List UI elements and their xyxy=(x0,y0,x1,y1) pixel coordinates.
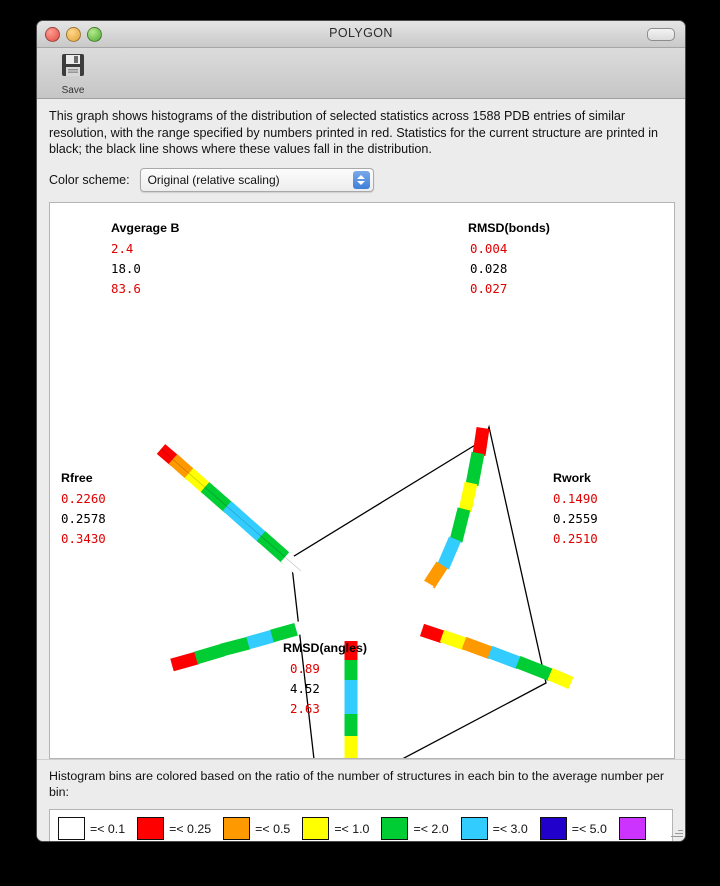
polygon-chart[interactable] xyxy=(49,202,675,759)
legend-section xyxy=(37,759,685,842)
legend-label: =< 0.1 xyxy=(90,821,126,836)
color-scheme-select[interactable] xyxy=(140,168,374,192)
save-button[interactable] xyxy=(49,48,97,96)
axis-min-rwork: 0.1490 xyxy=(553,491,598,507)
axis-label-rwork: Rwork xyxy=(553,471,591,486)
axis-min-rmsd-bonds: 0.004 xyxy=(470,241,508,257)
legend-swatch xyxy=(381,817,408,840)
axis-max-rmsd-bonds: 0.027 xyxy=(470,281,508,297)
legend-swatch xyxy=(58,817,85,840)
axis-label-rmsd-angles: RMSD(angles) xyxy=(283,641,367,656)
legend-swatches xyxy=(49,809,673,842)
toolbar xyxy=(37,48,685,99)
axis-min-rfree: 0.2260 xyxy=(61,491,106,507)
axis-label-rmsd-bonds: RMSD(bonds) xyxy=(468,221,550,236)
axis-max-rwork: 0.2510 xyxy=(553,531,598,547)
title-bar xyxy=(37,21,685,48)
legend-description: Histogram bins are colored based on the ratio of the number of structures in each bin to the average number per bin: xyxy=(49,769,665,800)
legend-swatch xyxy=(619,817,646,840)
legend-label: =< 0.5 xyxy=(255,821,291,836)
axis-bar-rmsd-bonds xyxy=(421,428,483,595)
axis-label-average-b: Avgerage B xyxy=(111,221,180,236)
axis-min-rmsd-angles: 0.89 xyxy=(290,661,320,677)
floppy-disk-icon xyxy=(59,66,87,83)
axis-value-rfree: 0.2578 xyxy=(61,511,106,527)
color-scheme-label: Color scheme: xyxy=(49,173,130,188)
axis-max-average-b: 83.6 xyxy=(111,281,141,297)
info-text: This graph shows histograms of the distribution of selected statistics across 1588 PDB entries of similar resolution, with the range specified by numbers printed in red. Statistics for the current structure are printed in black; the black line shows where these values fall in the distribution. xyxy=(37,99,685,164)
axis-bar-average-b xyxy=(161,449,301,571)
color-scheme-value: Original (relative scaling) xyxy=(147,173,280,188)
chevron-updown-icon xyxy=(353,171,370,189)
axis-min-average-b: 2.4 xyxy=(111,241,134,257)
window-title: POLYGON xyxy=(329,26,393,40)
axis-label-rfree: Rfree xyxy=(61,471,93,486)
legend-swatch xyxy=(540,817,567,840)
axis-value-average-b: 18.0 xyxy=(111,261,141,277)
legend-label: =< 5.0 xyxy=(571,821,607,836)
legend-swatch xyxy=(223,817,250,840)
legend-swatch xyxy=(137,817,164,840)
axis-max-rfree: 0.3430 xyxy=(61,531,106,547)
legend-label: =< 1.0 xyxy=(334,821,370,836)
toolbar-toggle-button[interactable] xyxy=(647,28,675,41)
polygon-window xyxy=(36,20,686,842)
legend-swatch xyxy=(461,817,488,840)
axis-bar-rwork xyxy=(403,625,571,683)
resize-handle[interactable] xyxy=(670,826,683,839)
chart-area-wrapper xyxy=(37,202,685,759)
legend-label: =< 3.0 xyxy=(492,821,528,836)
legend-label: =< 2.0 xyxy=(413,821,449,836)
save-label: Save xyxy=(61,85,85,96)
color-scheme-row xyxy=(37,164,685,202)
axis-value-rwork: 0.2559 xyxy=(553,511,598,527)
axis-max-rmsd-angles: 2.63 xyxy=(290,701,320,717)
legend-swatch xyxy=(302,817,329,840)
legend-label: =< 0.25 xyxy=(169,821,212,836)
axis-value-rmsd-bonds: 0.028 xyxy=(470,261,508,277)
axis-value-rmsd-angles: 4.52 xyxy=(290,681,320,697)
